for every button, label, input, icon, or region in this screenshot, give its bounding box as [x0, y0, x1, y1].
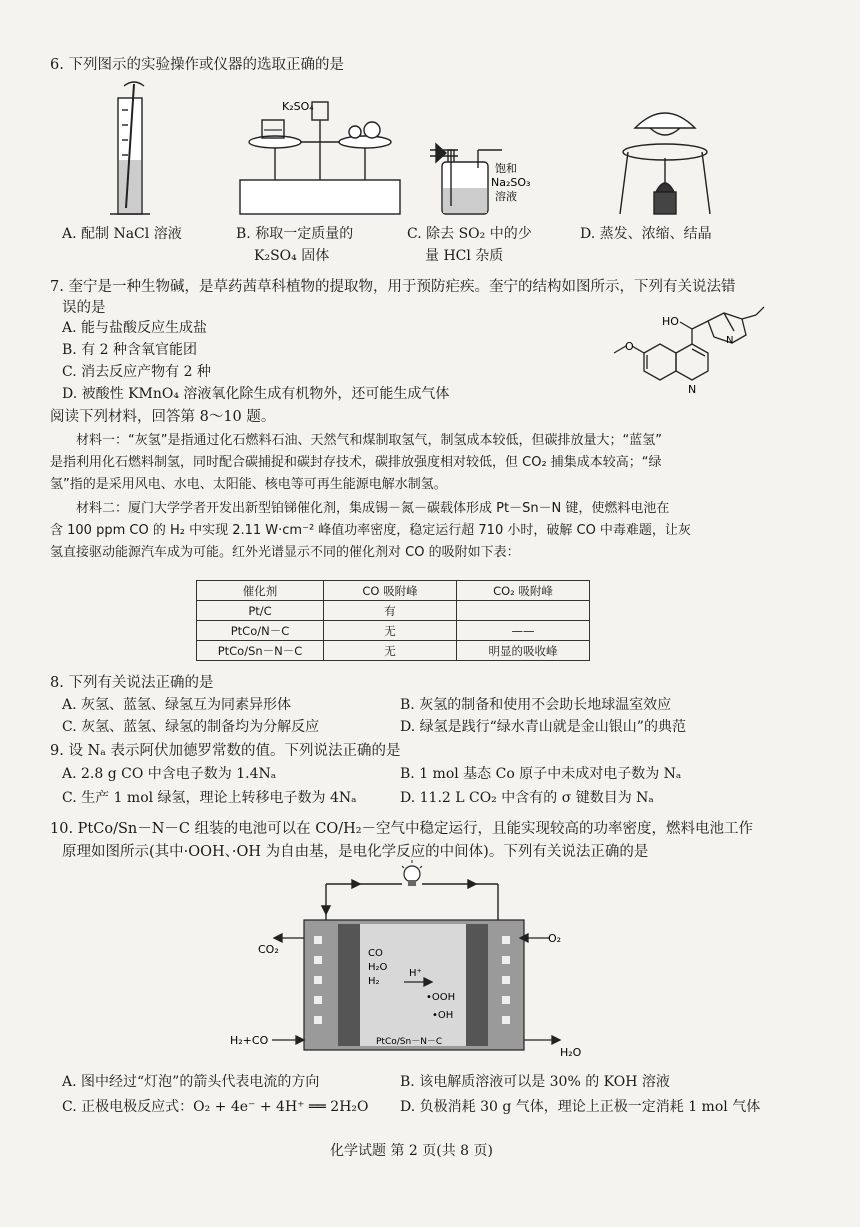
water-out-label: H₂O: [560, 1046, 582, 1059]
light-bulb-icon: [402, 860, 422, 886]
h2o-species-label: H₂O: [368, 962, 388, 973]
q8-option-c: C. 灰氢、蓝氢、绿氢的制备均为分解反应: [62, 719, 320, 735]
table-row: [197, 601, 590, 621]
table-cell: PtCo/N－C: [197, 621, 324, 641]
q7-option-d: D. 被酸性 KMnO₄ 溶液氧化除生成有机物外，还可能生成气体: [62, 386, 450, 402]
k2so4-label: K₂SO₄: [282, 100, 314, 113]
table-cell: 有: [324, 601, 457, 621]
material-1-line2: 是指利用化石燃料制氢，同时配合碳捕捉和碳封存技术，碳排放强度相对较低，但 CO₂ 捕集成本较高；“绿: [50, 455, 662, 470]
q9-option-b: B. 1 mol 基态 Co 原子中未成对电子数为 Nₐ: [400, 766, 682, 782]
q7-option-c: C. 消去反应产物有 2 种: [62, 364, 211, 380]
q7-option-b: B. 有 2 种含氧官能团: [62, 342, 197, 358]
material-1-line1: 材料一：“灰氢”是指通过化石燃料石油、天然气和煤制取氢气，制氢成本较低，但碳排放量大；“蓝氢”: [76, 433, 662, 448]
quinine-ho-label: HO: [662, 315, 679, 328]
material-2-line3: 氢直接驱动能源汽车成为可能。红外光谱显示不同的催化剂对 CO 的吸附如下表：: [50, 545, 520, 560]
table-cell: Pt/C: [197, 601, 324, 621]
quinine-structure-diagram: [604, 305, 774, 401]
table-cell: 明显的吸收峰: [457, 641, 590, 661]
q6-apparatus-figures: [50, 80, 790, 228]
reading-intro: 阅读下列材料，回答第 8～10 题。: [50, 409, 276, 425]
table-row: [197, 641, 590, 661]
table-header: CO₂ 吸附峰: [457, 581, 590, 601]
q8-option-a: A. 灰氢、蓝氢、绿氢互为同素异形体: [62, 697, 292, 713]
q10-stem-line1: 10. PtCo/Sn－N－C 组装的电池可以在 CO/H₂－空气中稳定运行，且能实现较高的功率密度，燃料电池工作: [50, 821, 754, 837]
q6-option-a: A. 配制 NaCl 溶液: [62, 226, 182, 242]
ir-adsorption-table: [196, 580, 590, 661]
table-header-row: [197, 581, 590, 601]
q8-option-d: D. 绿氢是践行“绿水青山就是金山银山”的典范: [400, 719, 686, 735]
evaporating-dish-icon: [620, 113, 710, 214]
q10-option-d: D. 负极消耗 30 g 气体，理论上正极一定消耗 1 mol 气体: [400, 1099, 761, 1115]
co-species-label: CO: [368, 948, 383, 959]
q9-stem: 9. 设 Nₐ 表示阿伏加德罗常数的值。下列说法正确的是: [50, 743, 401, 759]
graduated-cylinder-icon: [110, 82, 150, 214]
material-1-line3: 氢”指的是采用风电、水电、太阳能、核电等可再生能源电解水制氢。: [50, 477, 447, 492]
material-2-line1: 材料二：厦门大学学者开发出新型铂锑催化剂，集成锡－氮－碳载体形成 Pt－Sn－N 键，使燃料电池在: [76, 501, 670, 516]
q10-option-a: A. 图中经过“灯泡”的箭头代表电流的方向: [62, 1074, 320, 1090]
bottle-label-2: Na₂SO₃: [491, 176, 531, 189]
q7-stem-line2: 误的是: [62, 300, 106, 316]
q7-option-a: A. 能与盐酸反应生成盐: [62, 320, 208, 336]
fuel-cell-diagram: [226, 860, 626, 1065]
q6-option-b-line1: B. 称取一定质量的: [236, 226, 354, 242]
q10-option-b: B. 该电解质溶液可以是 30% 的 KOH 溶液: [400, 1074, 670, 1090]
q6-option-d: D. 蒸发、浓缩、结晶: [580, 226, 712, 242]
q7-stem-line1: 7. 奎宁是一种生物碱，是草药茜草科植物的提取物，用于预防疟疾。奎宁的结构如图所示，下列有关说法错: [50, 279, 736, 295]
table-cell: [457, 601, 590, 621]
co2-out-label: CO₂: [258, 943, 279, 956]
bottle-label-1: 饱和: [495, 162, 517, 175]
oh-radical-label: •OH: [432, 1010, 454, 1021]
q10-stem-line2: 原理如图所示(其中·OOH、·OH 为自由基，是电化学反应的中间体)。下列有关说法正确的是: [62, 844, 649, 860]
bottle-label-3: 溶液: [495, 190, 517, 203]
quinine-n2-label: N: [726, 335, 734, 346]
balance-scale-icon: [240, 102, 400, 214]
proton-label: H⁺: [409, 968, 422, 979]
table-cell: 无: [324, 621, 457, 641]
table-cell: 无: [324, 641, 457, 661]
q9-option-c: C. 生产 1 mol 绿氢，理论上转移电子数为 4Nₐ: [62, 790, 357, 806]
q10-option-c: C. 正极电极反应式：O₂ + 4e⁻ + 4H⁺ ══ 2H₂O: [62, 1099, 369, 1115]
table-header: 催化剂: [197, 581, 324, 601]
o2-in-label: O₂: [548, 932, 562, 945]
q6-option-c-line2: 量 HCl 杂质: [425, 248, 504, 264]
material-2-line2: 含 100 ppm CO 的 H₂ 中实现 2.11 W·cm⁻² 峰值功率密度，稳定运行超 710 小时，破解 CO 中毒难题，让灰: [50, 523, 691, 538]
ooh-radical-label: •OOH: [426, 992, 456, 1003]
table-cell: PtCo/Sn－N－C: [197, 641, 324, 661]
q6-option-c-line1: C. 除去 SO₂ 中的少: [407, 226, 532, 242]
fuel-in-label: H₂+CO: [230, 1034, 269, 1047]
table-row: [197, 621, 590, 641]
q6-stem: 6. 下列图示的实验操作或仪器的选取正确的是: [50, 57, 344, 73]
quinine-o-label: O: [625, 340, 634, 353]
quinine-n-label: N: [688, 383, 697, 396]
q8-option-b: B. 灰氢的制备和使用不会助长地球温室效应: [400, 697, 672, 713]
q8-stem: 8. 下列有关说法正确的是: [50, 675, 214, 691]
catalyst-label: PtCo/Sn－N－C: [376, 1037, 443, 1047]
table-header: CO 吸附峰: [324, 581, 457, 601]
q9-option-d: D. 11.2 L CO₂ 中含有的 σ 键数目为 Nₐ: [400, 790, 654, 806]
h2-species-label: H₂: [368, 976, 380, 987]
q9-option-a: A. 2.8 g CO 中含电子数为 1.4Nₐ: [62, 766, 277, 782]
table-cell: ——: [457, 621, 590, 641]
q6-option-b-line2: K₂SO₄ 固体: [254, 248, 330, 264]
page-footer: 化学试题 第 2 页(共 8 页): [330, 1143, 493, 1159]
